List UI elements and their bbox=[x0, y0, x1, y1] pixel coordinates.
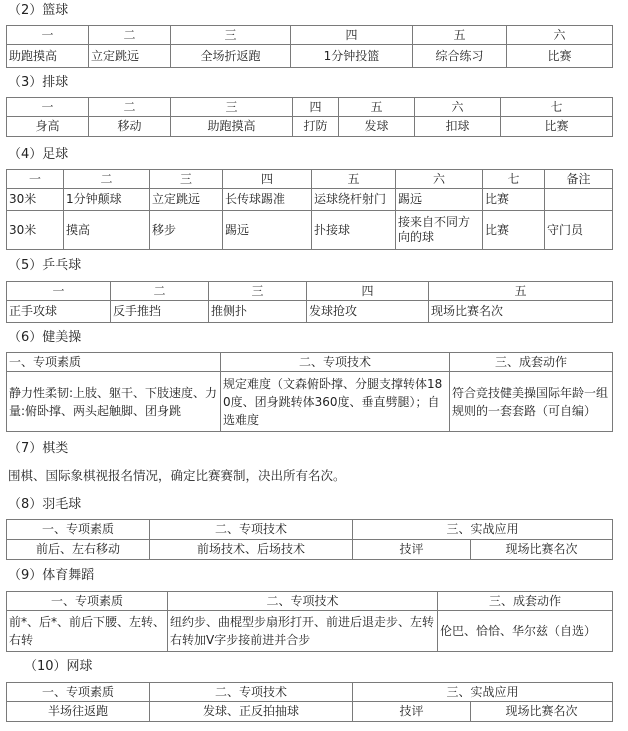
basketball-heading: （2）篮球 bbox=[8, 3, 69, 18]
table-header-row bbox=[7, 26, 613, 45]
table-header-row bbox=[7, 282, 613, 301]
header-cell: 一、专项素质 bbox=[7, 683, 150, 702]
table-cell: 1分钟颠球 bbox=[64, 189, 150, 211]
table-cell: 扣球 bbox=[415, 117, 501, 137]
table-cell: 立定跳远 bbox=[150, 189, 223, 211]
header-cell: 四 bbox=[293, 98, 339, 117]
header-cell: 二、专项技术 bbox=[150, 683, 353, 702]
header-cell: 三、成套动作 bbox=[450, 353, 613, 372]
header-cell: 二 bbox=[64, 170, 150, 189]
table-cell: 接来自不同方向的球 bbox=[396, 211, 483, 250]
table-cell: 技评 bbox=[353, 540, 471, 560]
header-cell: 二、专项技术 bbox=[150, 520, 353, 540]
table-cell: 半场往返跑 bbox=[7, 702, 150, 722]
table-row bbox=[7, 372, 613, 432]
table-cell: 30米 bbox=[7, 189, 64, 211]
header-cell: 三、实战应用 bbox=[353, 683, 613, 702]
header-cell: 三、实战应用 bbox=[353, 520, 613, 540]
header-cell: 二 bbox=[89, 26, 171, 45]
header-cell: 六 bbox=[507, 26, 613, 45]
table-cell: 现场比赛名次 bbox=[429, 301, 613, 323]
table-cell: 移动 bbox=[89, 117, 171, 137]
header-cell: 一、专项素质 bbox=[7, 520, 150, 540]
table-cell: 比赛 bbox=[501, 117, 613, 137]
table-cell: 正手攻球 bbox=[7, 301, 111, 323]
table-cell: 现场比赛名次 bbox=[471, 702, 613, 722]
volleyball-table bbox=[6, 97, 613, 137]
table-cell: 30米 bbox=[7, 211, 64, 250]
table-header-row bbox=[7, 592, 613, 611]
header-cell: 二、专项技术 bbox=[221, 353, 450, 372]
tennis-table bbox=[6, 682, 613, 722]
header-cell: 二、专项技术 bbox=[168, 592, 438, 611]
table-cell: 前*、后*、前后下腰、左转、右转 bbox=[7, 611, 168, 652]
aerobics-heading: （6）健美操 bbox=[8, 330, 82, 345]
table-row bbox=[7, 702, 613, 722]
header-cell: 四 bbox=[307, 282, 429, 301]
table-cell: 静力性柔韧:上肢、躯干、下肢速度、力量:俯卧撑、两头起触脚、团身跳 bbox=[7, 372, 221, 432]
header-cell: 一 bbox=[7, 282, 111, 301]
table-cell: 扑接球 bbox=[312, 211, 396, 250]
table-cell: 守门员 bbox=[545, 211, 613, 250]
dance-table bbox=[6, 591, 613, 652]
header-cell: 二 bbox=[111, 282, 209, 301]
table-cell: 移步 bbox=[150, 211, 223, 250]
table-cell: 打防 bbox=[293, 117, 339, 137]
table-cell: 比赛 bbox=[483, 189, 545, 211]
basketball-table bbox=[6, 25, 613, 68]
header-cell: 三 bbox=[209, 282, 307, 301]
table-cell: 推侧扑 bbox=[209, 301, 307, 323]
header-cell: 一 bbox=[7, 98, 89, 117]
header-cell: 一、专项素质 bbox=[7, 353, 221, 372]
table-cell: 运球绕杆射门 bbox=[312, 189, 396, 211]
header-cell: 五 bbox=[429, 282, 613, 301]
table-cell: 身高 bbox=[7, 117, 89, 137]
table-header-row bbox=[7, 170, 613, 189]
table-header-row bbox=[7, 98, 613, 117]
table-row bbox=[7, 45, 613, 68]
table-row bbox=[7, 540, 613, 560]
table-cell: 前后、左右移动 bbox=[7, 540, 150, 560]
table-row bbox=[7, 301, 613, 323]
tennis-heading: （10）网球 bbox=[24, 659, 93, 674]
table-header-row bbox=[7, 520, 613, 540]
table-cell: 反手推挡 bbox=[111, 301, 209, 323]
table-cell: 全场折返跑 bbox=[171, 45, 291, 68]
badminton-heading: （8）羽毛球 bbox=[8, 497, 82, 512]
table-cell: 比赛 bbox=[483, 211, 545, 250]
header-cell: 六 bbox=[396, 170, 483, 189]
header-cell: 五 bbox=[339, 98, 415, 117]
table-cell: 伦巴、恰恰、华尔兹（自选） bbox=[438, 611, 613, 652]
table-row bbox=[7, 611, 613, 652]
header-cell: 五 bbox=[413, 26, 507, 45]
football-table bbox=[6, 169, 613, 250]
header-cell: 三 bbox=[150, 170, 223, 189]
table-cell: 现场比赛名次 bbox=[471, 540, 613, 560]
table-cell bbox=[545, 189, 613, 211]
table-row bbox=[7, 211, 613, 250]
table-cell: 立定跳远 bbox=[89, 45, 171, 68]
table-cell: 长传球踢准 bbox=[223, 189, 312, 211]
table-cell: 比赛 bbox=[507, 45, 613, 68]
header-cell: 备注 bbox=[545, 170, 613, 189]
table-cell: 踢远 bbox=[223, 211, 312, 250]
table-header-row bbox=[7, 683, 613, 702]
header-cell: 六 bbox=[415, 98, 501, 117]
table-tennis-heading: （5）乒乓球 bbox=[8, 258, 82, 273]
table-cell: 摸高 bbox=[64, 211, 150, 250]
football-heading: （4）足球 bbox=[8, 147, 69, 162]
badminton-table bbox=[6, 519, 613, 560]
header-cell: 七 bbox=[483, 170, 545, 189]
table-cell: 发球 bbox=[339, 117, 415, 137]
table-cell: 符合竞技健美操国际年龄一组规则的一套套路（可自编） bbox=[450, 372, 613, 432]
header-cell: 三、成套动作 bbox=[438, 592, 613, 611]
chess-heading: （7）棋类 bbox=[8, 441, 69, 456]
table-row bbox=[7, 189, 613, 211]
table-cell: 助跑摸高 bbox=[171, 117, 293, 137]
header-cell: 二 bbox=[89, 98, 171, 117]
dance-heading: （9）体育舞蹈 bbox=[8, 568, 95, 583]
table-cell: 1分钟投篮 bbox=[291, 45, 413, 68]
header-cell: 三 bbox=[171, 98, 293, 117]
table-cell: 助跑摸高 bbox=[7, 45, 89, 68]
table-cell: 踢远 bbox=[396, 189, 483, 211]
header-cell: 七 bbox=[501, 98, 613, 117]
table-row bbox=[7, 117, 613, 137]
header-cell: 四 bbox=[223, 170, 312, 189]
aerobics-table bbox=[6, 352, 613, 432]
table-cell: 发球抢攻 bbox=[307, 301, 429, 323]
volleyball-heading: （3）排球 bbox=[8, 75, 69, 90]
table-cell: 前场技术、后场技术 bbox=[150, 540, 353, 560]
header-cell: 一 bbox=[7, 26, 89, 45]
header-cell: 三 bbox=[171, 26, 291, 45]
table-tennis-table bbox=[6, 281, 613, 323]
table-cell: 技评 bbox=[353, 702, 471, 722]
chess-description: 围棋、国际象棋视报名情况，确定比赛赛制，决出所有名次。 bbox=[8, 468, 346, 483]
table-cell: 综合练习 bbox=[413, 45, 507, 68]
header-cell: 四 bbox=[291, 26, 413, 45]
table-cell: 规定难度（文森俯卧撑、分腿支撑转体180度、团身跳转体360度、垂直劈腿）；自选难度 bbox=[221, 372, 450, 432]
header-cell: 五 bbox=[312, 170, 396, 189]
header-cell: 一、专项素质 bbox=[7, 592, 168, 611]
table-cell: 纽约步、曲棍型步扇形打开、前进后退走步、左转右转加V字步接前进并合步 bbox=[168, 611, 438, 652]
header-cell: 一 bbox=[7, 170, 64, 189]
table-header-row bbox=[7, 353, 613, 372]
table-cell: 发球、正反拍抽球 bbox=[150, 702, 353, 722]
